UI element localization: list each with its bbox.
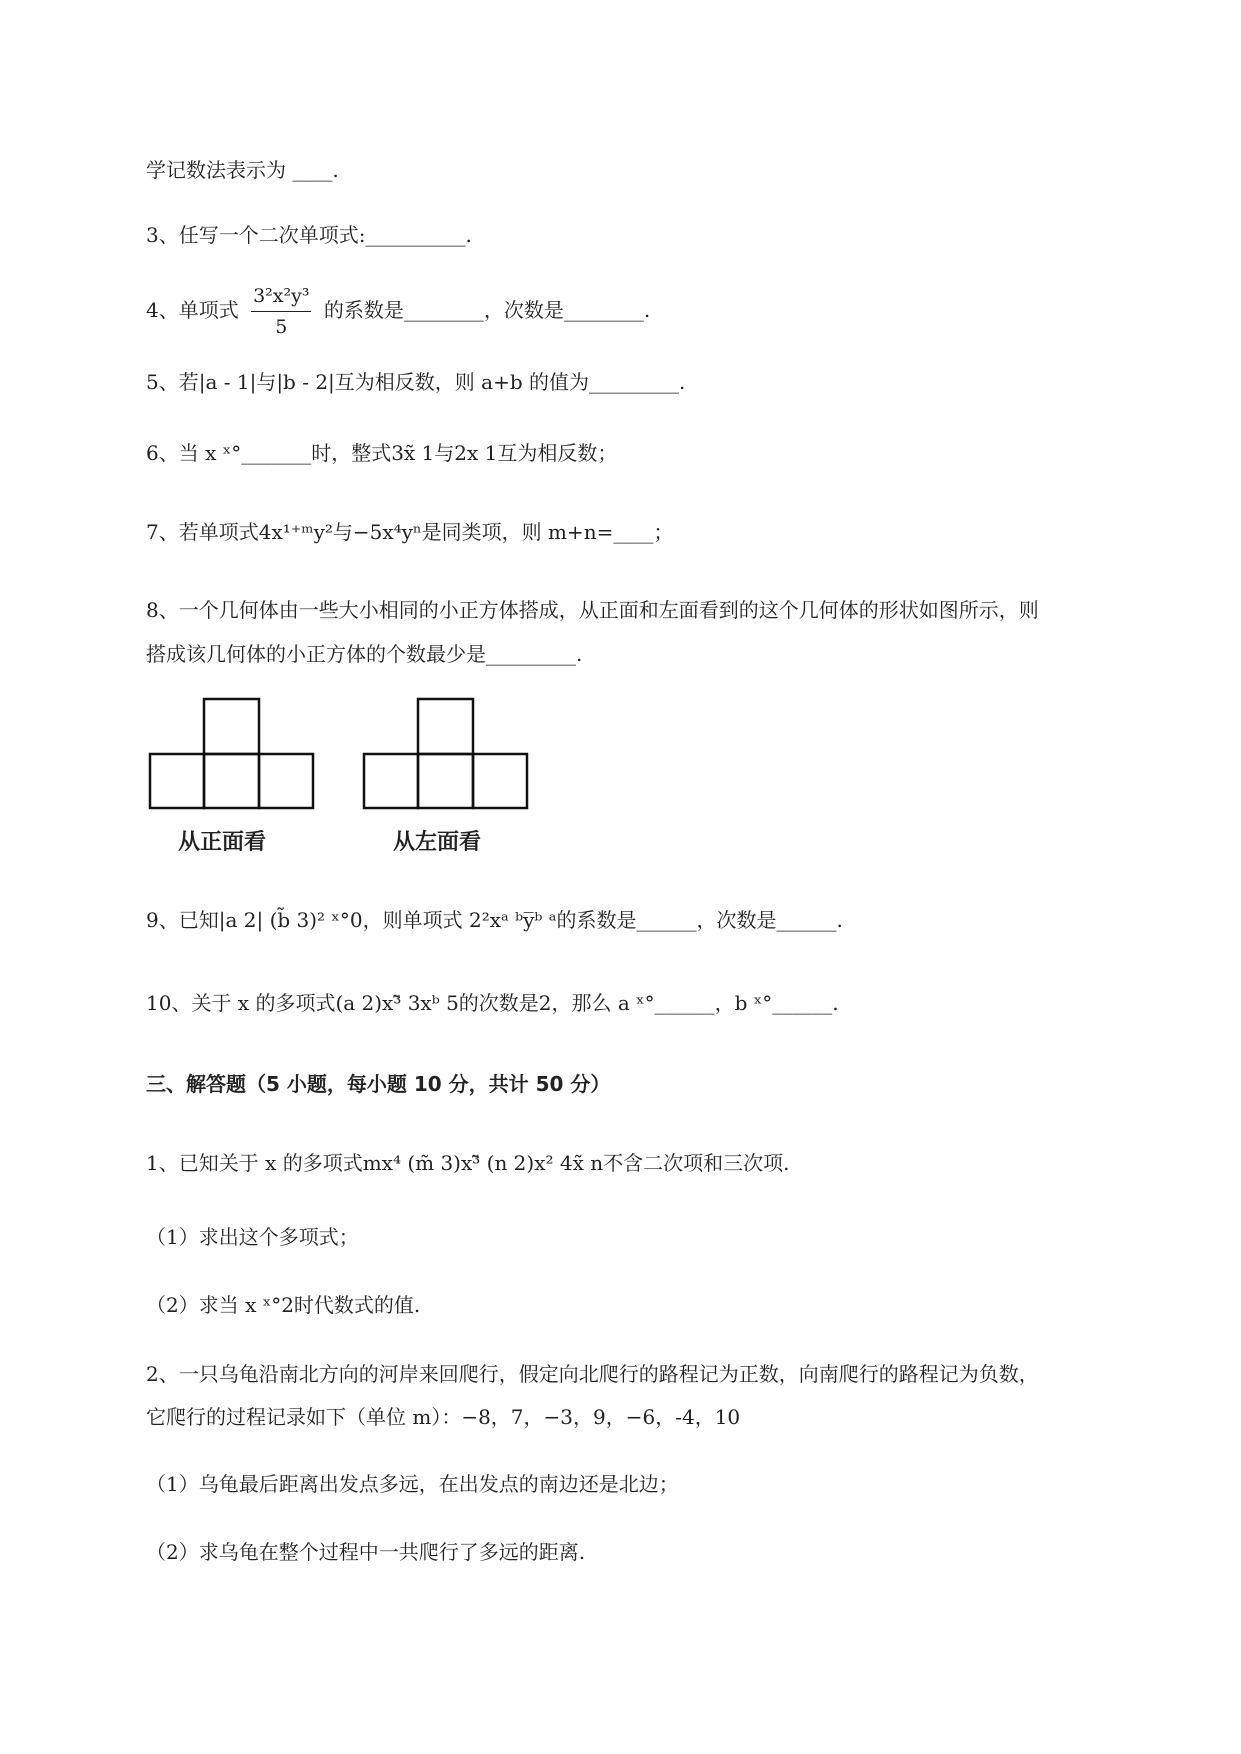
left-view-top-square bbox=[418, 699, 473, 754]
front-view-square-3 bbox=[259, 754, 313, 808]
section-heading: 三、解答题（5 小题，每小题 10 分，共计 50 分） bbox=[146, 1072, 611, 1096]
fraction-numerator: 3²x²y³ bbox=[251, 283, 311, 312]
front-view-top-square bbox=[204, 699, 259, 754]
question-4-prefix: 4、单项式 bbox=[146, 298, 239, 322]
question-8-line1: 8、一个几何体由一些大小相同的小正方体搭成，从正面和左面看到的这个几何体的形状如图所示，则 bbox=[146, 598, 1039, 622]
front-view-square-2 bbox=[204, 754, 259, 808]
fraction-denominator: 5 bbox=[275, 316, 288, 338]
front-view bbox=[150, 699, 313, 808]
question-8-line2: 搭成该几何体的小正方体的个数最少是_________. bbox=[146, 642, 583, 666]
answer-question-1-part-2: （2）求当 x ˣ°2时代数式的值. bbox=[146, 1293, 421, 1317]
left-view-square-3 bbox=[473, 754, 527, 808]
answer-question-2-line1: 2、一只乌龟沿南北方向的河岸来回爬行，假定向北爬行的路程记为正数，向南爬行的路程记为负数， bbox=[146, 1362, 1039, 1386]
left-view-caption: 从左面看 bbox=[393, 830, 482, 855]
monomial-fraction bbox=[251, 283, 311, 340]
question-4-suffix: 的系数是________，次数是________. bbox=[323, 298, 651, 322]
question-7: 7、若单项式4x¹⁺ᵐy²与−5x⁴yⁿ是同类项，则 m+n=____； bbox=[146, 520, 674, 544]
question-6: 6、当 x ˣ°_______时，整式3x̃ 1与2x 1互为相反数； bbox=[146, 441, 618, 465]
left-view-square-2 bbox=[418, 754, 473, 808]
answer-question-2-line2: 它爬行的过程记录如下（单位 m）：−8，7，−3，9，−6，-4，10 bbox=[146, 1405, 741, 1429]
front-view-caption: 从正面看 bbox=[178, 830, 267, 855]
question-4 bbox=[146, 283, 650, 340]
answer-question-2-part-1: （1）乌龟最后距离出发点多远，在出发点的南边还是北边； bbox=[146, 1472, 679, 1496]
answer-question-2-part-2: （2）求乌龟在整个过程中一共爬行了多远的距离. bbox=[146, 1540, 586, 1564]
question-9: 9、已知|a 2| (b̃ 3)² ˣ°0，则单项式 2²xᵃ ᵇy̅ᵇ ᵃ的系数是______，次数是______. bbox=[146, 908, 843, 932]
question-3: 3、任写一个二次单项式:__________. bbox=[146, 223, 472, 247]
question-10: 10、关于 x 的多项式(a 2)x³̃ 3xᵇ 5的次数是2，那么 a ˣ°______，b ˣ°______. bbox=[146, 991, 839, 1015]
answer-question-1: 1、已知关于 x 的多项式mx⁴ (m̃ 3)x³̃ (n 2)x² 4x̃ n不含二次项和三次项. bbox=[146, 1151, 790, 1175]
text-line: 学记数法表示为 ____. bbox=[146, 158, 339, 182]
answer-question-1-part-1: （1）求出这个多项式； bbox=[146, 1225, 359, 1249]
left-view-square-1 bbox=[364, 754, 418, 808]
left-view bbox=[364, 699, 527, 808]
question-5: 5、若|a - 1|与|b - 2|互为相反数，则 a+b 的值为_________. bbox=[146, 370, 686, 394]
front-view-square-1 bbox=[150, 754, 204, 808]
